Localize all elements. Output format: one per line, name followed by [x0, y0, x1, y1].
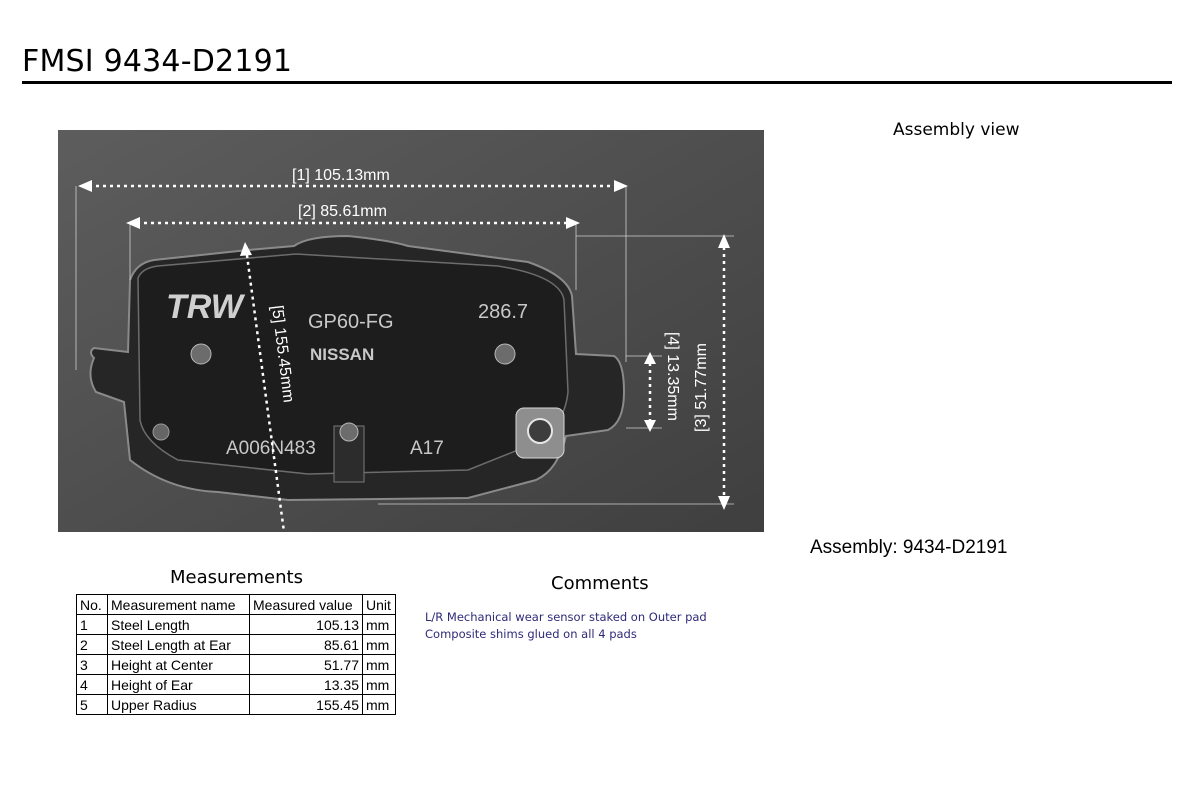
cell-no: 5	[77, 695, 108, 715]
dim-label-5: [5] 155.45mm	[268, 304, 297, 404]
measurements-table	[76, 594, 396, 715]
pad-code: GP60-FG	[308, 311, 394, 333]
table-row	[77, 615, 396, 635]
ear-hole-left	[153, 424, 169, 440]
cell-value: 105.13	[250, 615, 363, 635]
header-value: Measured value	[250, 595, 363, 615]
cell-unit: mm	[363, 635, 396, 655]
cell-no: 3	[77, 655, 108, 675]
pad-serial: A006N483	[226, 438, 316, 459]
assembly-label: Assembly: 9434-D2191	[810, 537, 1008, 558]
cell-name: Upper Radius	[108, 695, 250, 715]
pad-number: 286.7	[478, 301, 529, 323]
table-row	[77, 675, 396, 695]
header-name: Measurement name	[108, 595, 250, 615]
header-unit: Unit	[363, 595, 396, 615]
dim-label-2: [2] 85.61mm	[298, 203, 387, 220]
cell-name: Height of Ear	[108, 675, 250, 695]
brake-pad-photo	[58, 130, 764, 532]
wear-sensor-hole	[528, 419, 552, 443]
assembly-view-title: Assembly view	[893, 120, 1020, 140]
header-no: No.	[77, 595, 108, 615]
comments-body	[425, 609, 707, 643]
cell-name: Steel Length	[108, 615, 250, 635]
title-underline	[22, 81, 1172, 84]
rivet-center	[340, 423, 358, 441]
pad-make: NISSAN	[310, 345, 375, 364]
comment-line: Composite shims glued on all 4 pads	[425, 627, 637, 641]
page-title: FMSI 9434-D2191	[22, 44, 293, 79]
cell-unit: mm	[363, 695, 396, 715]
measurements-title: Measurements	[170, 567, 303, 588]
pad-mark: A17	[410, 438, 444, 459]
cell-unit: mm	[363, 615, 396, 635]
rivet-right	[495, 344, 515, 364]
cell-no: 4	[77, 675, 108, 695]
cell-name: Steel Length at Ear	[108, 635, 250, 655]
cell-unit: mm	[363, 655, 396, 675]
table-row	[77, 655, 396, 675]
cell-no: 2	[77, 635, 108, 655]
cell-value: 155.45	[250, 695, 363, 715]
rivet-left	[191, 344, 211, 364]
dim-label-3: [3] 51.77mm	[693, 343, 710, 432]
comments-title: Comments	[551, 573, 649, 594]
cell-value: 51.77	[250, 655, 363, 675]
table-header-row	[77, 595, 396, 615]
cell-no: 1	[77, 615, 108, 635]
dim-label-1: [1] 105.13mm	[292, 167, 390, 184]
cell-unit: mm	[363, 675, 396, 695]
cell-name: Height at Center	[108, 655, 250, 675]
cell-value: 85.61	[250, 635, 363, 655]
dim-label-4: [4] 13.35mm	[664, 332, 681, 421]
table-row	[77, 635, 396, 655]
table-row	[77, 695, 396, 715]
cell-value: 13.35	[250, 675, 363, 695]
pad-brand: TRW	[166, 288, 243, 326]
comment-line: L/R Mechanical wear sensor staked on Outer pad	[425, 610, 707, 624]
